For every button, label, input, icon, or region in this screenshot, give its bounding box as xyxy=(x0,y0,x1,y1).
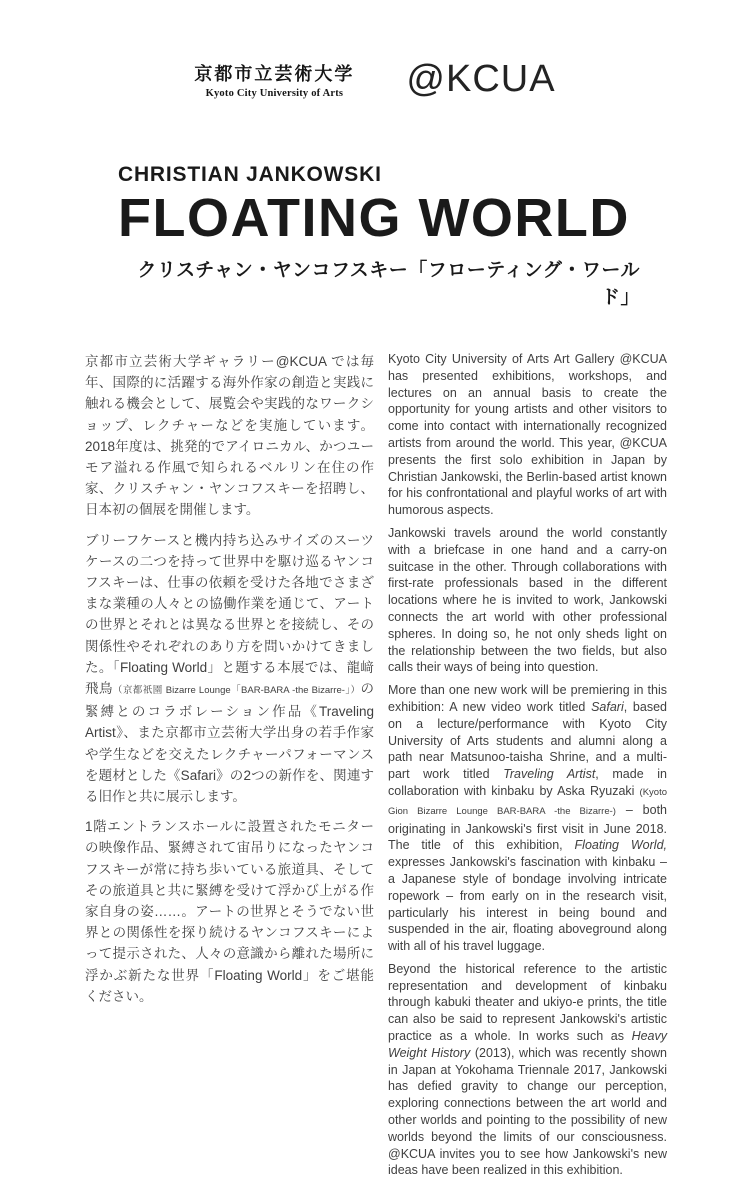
text-segment: (Kyoto Gion Bizarre Lounge BAR-BARA -the Bizarre-) xyxy=(388,786,667,817)
text-segment: Beyond the historical reference to the artistic representation and development of kinbaku through kabuki theater and ukiyo-e prints, the title can also be said to represent Jankowski's artistic practice as a whole. In works such as xyxy=(388,961,667,1044)
paragraph xyxy=(388,351,667,519)
exhibition-flyer-page xyxy=(0,58,750,1178)
text-segment: Jankowski travels around the world constantly with a briefcase in one hand and a carry-on suitcase in the other. Through collaborations with first-rate professionals based in the different locations where he is invited to work, Jankowski connects the art world with other professional spheres. In doing so, he not only sheds light on the relationship between the two fields, but also calls their ways of being into question. xyxy=(388,525,667,675)
paragraph xyxy=(388,682,667,955)
paragraph xyxy=(388,961,667,1179)
exhibition-subtitle-japanese: クリスチャン・ヤンコフスキー「フローティング・ワールド」 xyxy=(137,260,640,308)
text-segment: の緊縛とのコラボレーション作品《Traveling Artist》、また京都市立芸術大学出身の若手作家や学生などを交えたレクチャーパフォーマンスを題材とした《Safari》の2つの新作を、関連する旧作と共に展示します。 xyxy=(85,681,374,805)
text-segment: ブリーフケースと機内持ち込みサイズのスーツケースの二つを持って世界中を駆け巡るヤンコフスキーは、仕事の依頼を受けた各地でさまざまな業種の人々との協働作業を通じて、アートの世界とそれとは異なる世界とを接続し、その関係性やそれぞれのあり方を問いかけてきました。「Floating World」と題する本展では、龍﨑飛鳥 xyxy=(85,532,374,697)
text-segment: – both originating in Jankowski's first visit in June 2018. The title of this exhibition, xyxy=(388,802,668,853)
university-logo xyxy=(194,60,354,99)
university-logo-kanji: 京都市立芸術大学 xyxy=(194,64,355,85)
artist-name: CHRISTIAN JANKOWSKI xyxy=(118,163,382,186)
paragraph xyxy=(388,525,667,676)
header xyxy=(0,58,750,101)
text-segment: , based on a lecture/performance with Kyoto City University of Arts students and alumni along a path near Matsunoo-taisha Shrine, and a multi-part work titled xyxy=(388,699,667,782)
text-segment: Floating World, xyxy=(574,838,667,853)
university-logo-english: Kyoto City University of Arts xyxy=(205,88,344,99)
text-segment: expresses Jankowski's fascination with kinbaku – a Japanese style of bondage involving intricate ropework – from early on in the research visit, particularly his interest in being bound and suspended in the air, floating aboveground along with all of his travel luggage. xyxy=(388,855,667,954)
text-segment: 1階エントランスホールに設置されたモニターの映像作品、緊縛されて宙吊りになったヤンコフスキーが常に持ち歩いている旅道具、そしてその旅道具と共に緊縛を受けて浮かび上がる作家自身の姿……。アートの世界とそうでない世界との関係性を探り続けるヤンコフスキーによって提示された、人々の意識から離れた場所に浮かぶ新たな世界「Floating World」をご堪能ください。 xyxy=(85,819,374,1004)
paragraph xyxy=(85,530,374,808)
text-segment: , made in collaboration with kinbaku by Aska Ryuzaki xyxy=(388,767,667,798)
text-segment: Safari xyxy=(591,699,624,714)
paragraph xyxy=(85,816,374,1007)
text-segment: （京都祇園 Bizarre Lounge「BAR-BARA -the Bizarre-」） xyxy=(112,685,361,697)
exhibition-title: FLOATING WORLD xyxy=(118,188,630,248)
text-segment: Kyoto City University of Arts Art Gallery @KCUA has presented exhibitions, workshops, and lectures on an annual basis to create the opportunity for young artists and other visitors to come into contact with internationally recognized artists from around the world. This year, @KCUA presents the first solo exhibition in Japan by Christian Jankowski, the Berlin-based artist known for his confrontational and playful works of art with humorous aspects. xyxy=(388,352,667,518)
title-block xyxy=(118,163,640,309)
text-segment: 京都市立芸術大学ギャラリー@KCUA では毎年、国際的に活躍する海外作家の創造と実践に触れる機会として、展覧会や実践的なワークショップ、レクチャーなどを実施しています。2018年度は、挑発的でアイロニカル、かつユーモア溢れる作風で知られるベルリン在住の作家、クリスチャン・ヤンコフスキーを招聘し、日本初の個展を開催します。 xyxy=(85,354,374,518)
text-segment: Heavy Weight History xyxy=(388,1029,667,1060)
kcua-wordmark: @KCUA xyxy=(406,58,556,100)
text-segment: (2013), which was recently shown in Japan at Yokohama Triennale 2017, Jankowski has defied gravity to change our perception, exploring connections between the art world and other worlds and pointing to the possibility of new worlds beyond the limits of our consciousness. @KCUA invites you to see how Jankowski's new ideas have been realized in this exhibition. xyxy=(388,1045,668,1178)
text-segment: Traveling Artist xyxy=(503,767,596,782)
text-segment: More than one new work will be premiering in this exhibition: A new video work titled xyxy=(388,683,667,714)
paragraph xyxy=(85,351,374,521)
